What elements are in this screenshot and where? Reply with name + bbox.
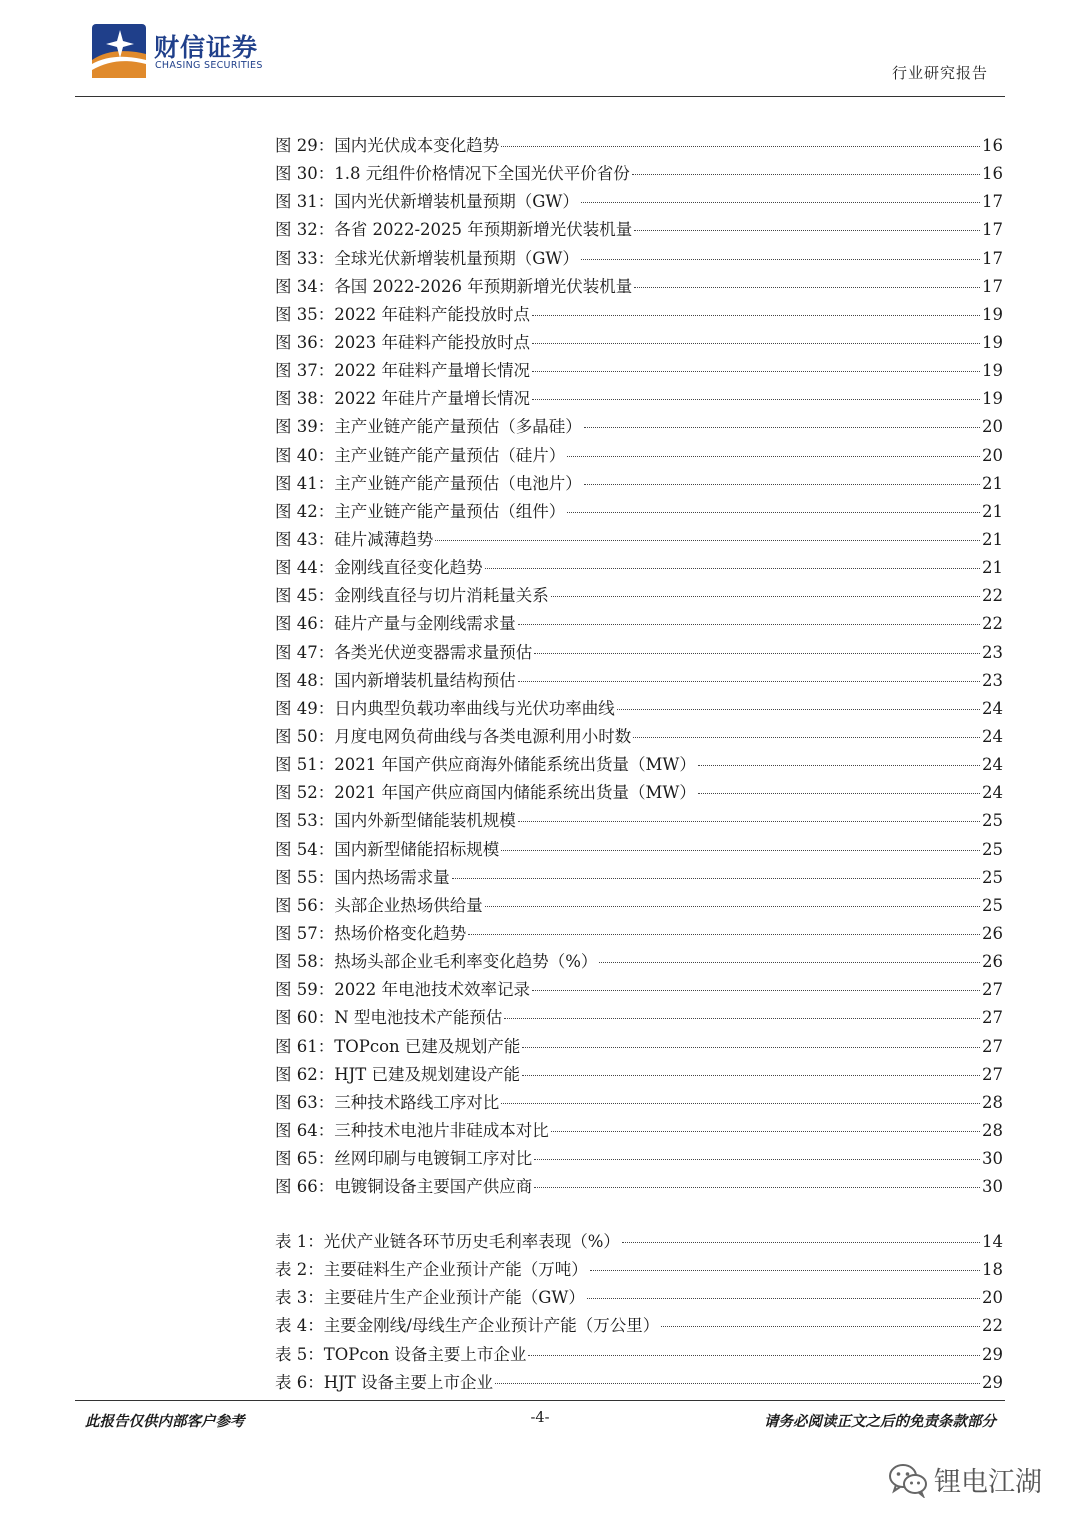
toc-entry[interactable]	[275, 610, 1003, 638]
toc-entry-label: 图 30：1.8 元组件价格情况下全国光伏平价省份	[275, 164, 630, 184]
toc-entry-label: 图 37：2022 年硅料产量增长情况	[275, 361, 530, 381]
toc-entry[interactable]	[275, 132, 1003, 160]
toc-dot-leader	[485, 906, 980, 907]
toc-dot-leader	[518, 681, 980, 682]
toc-entry[interactable]	[275, 413, 1003, 441]
toc-entry[interactable]	[275, 329, 1003, 357]
toc-dot-leader	[518, 821, 980, 822]
toc-entry-page: 20	[982, 445, 1003, 465]
toc-entry-page: 30	[982, 1149, 1003, 1169]
toc-entry-label: 图 61：TOPcon 已建及规划产能	[275, 1036, 521, 1056]
toc-entry-page: 16	[982, 164, 1003, 184]
toc-entry[interactable]	[275, 920, 1003, 948]
toc-entry-label: 图 63：三种技术路线工序对比	[275, 1092, 500, 1112]
toc-entry-page: 17	[982, 276, 1003, 296]
toc-entry-label: 图 46：硅片产量与金刚线需求量	[275, 614, 516, 634]
toc-dot-leader	[632, 174, 980, 175]
toc-dot-leader	[534, 653, 980, 654]
toc-entry-page: 24	[982, 698, 1003, 718]
header-divider	[75, 96, 1005, 97]
toc-dot-leader	[532, 315, 980, 316]
toc-dot-leader	[634, 287, 980, 288]
toc-dot-leader	[532, 990, 980, 991]
figure-list	[275, 132, 1003, 1201]
toc-dot-leader	[698, 793, 980, 794]
toc-entry-page: 26	[982, 923, 1003, 943]
toc-entry-page: 24	[982, 755, 1003, 775]
toc-entry[interactable]	[275, 470, 1003, 498]
toc-dot-leader	[501, 1103, 980, 1104]
toc-entry-label: 图 51：2021 年国产供应商海外储能系统出货量（MW）	[275, 755, 696, 775]
toc-entry-label: 图 53：国内外新型储能装机规模	[275, 811, 516, 831]
toc-dot-leader	[567, 512, 980, 513]
toc-entry-page: 28	[982, 1092, 1003, 1112]
toc-entry-page: 24	[982, 726, 1003, 746]
toc-entry-label: 图 55：国内热场需求量	[275, 867, 450, 887]
toc-entry-page: 26	[982, 952, 1003, 972]
toc-entry[interactable]	[275, 1228, 1003, 1256]
toc-entry-label: 图 45：金刚线直径与切片消耗量关系	[275, 586, 549, 606]
toc-dot-leader	[522, 1047, 980, 1048]
toc-entry[interactable]	[275, 892, 1003, 920]
company-name-cn: 财信证券	[154, 33, 259, 62]
toc-entry-label: 图 66：电镀铜设备主要国产供应商	[275, 1177, 533, 1197]
toc-entry-page: 19	[982, 389, 1003, 409]
toc-entry-page: 25	[982, 839, 1003, 859]
toc-entry-page: 14	[982, 1232, 1003, 1251]
toc-entry[interactable]	[275, 582, 1003, 610]
toc-entry-label: 图 29：国内光伏成本变化趋势	[275, 136, 500, 155]
toc-dot-leader	[551, 1131, 980, 1132]
toc-entry[interactable]	[275, 807, 1003, 835]
toc-entry-page: 23	[982, 670, 1003, 690]
toc-entry[interactable]	[275, 216, 1003, 244]
toc-entry[interactable]	[275, 1173, 1003, 1201]
toc-entry-label: 图 48：国内新增装机量结构预估	[275, 670, 516, 690]
toc-entry-label: 图 62：HJT 已建及规划建设产能	[275, 1064, 520, 1084]
toc-entry-page: 27	[982, 980, 1003, 1000]
toc-dot-leader	[661, 1326, 980, 1327]
toc-entry-label: 图 54：国内新型储能招标规模	[275, 839, 500, 859]
toc-entry[interactable]	[275, 188, 1003, 216]
toc-dot-leader	[599, 962, 980, 963]
toc-entry-label: 图 40：主产业链产能产量预估（硅片）	[275, 445, 566, 465]
toc-entry[interactable]	[275, 526, 1003, 554]
toc-entry[interactable]	[275, 442, 1003, 470]
toc-entry-page: 19	[982, 332, 1003, 352]
toc-entry[interactable]	[275, 498, 1003, 526]
toc-entry-page: 19	[982, 361, 1003, 381]
toc-dot-leader	[581, 259, 980, 260]
toc-entry[interactable]	[275, 1284, 1003, 1312]
toc-entry-page: 29	[982, 1372, 1003, 1392]
toc-entry-page: 17	[982, 248, 1003, 268]
toc-entry[interactable]	[275, 723, 1003, 751]
toc-dot-leader	[534, 1187, 980, 1188]
toc-entry[interactable]	[275, 751, 1003, 779]
toc-dot-leader	[584, 427, 980, 428]
toc-entry-page: 25	[982, 895, 1003, 915]
toc-entry-page: 20	[982, 417, 1003, 437]
toc-entry[interactable]	[275, 1117, 1003, 1145]
toc-entry-page: 19	[982, 304, 1003, 324]
toc-entry[interactable]	[275, 301, 1003, 329]
toc-entry[interactable]	[275, 976, 1003, 1004]
toc-entry-page: 21	[982, 529, 1003, 549]
toc-entry-page: 27	[982, 1008, 1003, 1028]
toc-entry[interactable]	[275, 779, 1003, 807]
toc-entry-label: 图 65：丝网印刷与电镀铜工序对比	[275, 1149, 533, 1169]
toc-dot-leader	[532, 399, 980, 400]
toc-entry-label: 图 41：主产业链产能产量预估（电池片）	[275, 473, 582, 493]
wechat-icon	[888, 1462, 928, 1498]
toc-entry-page: 22	[982, 614, 1003, 634]
toc-entry[interactable]	[275, 245, 1003, 273]
footer-disclaimer-left: 此报告仅供内部客户参考	[85, 1413, 245, 1430]
chasing-logo-icon	[92, 24, 146, 78]
toc-entry[interactable]	[275, 357, 1003, 385]
toc-dot-leader	[622, 1242, 980, 1243]
toc-entry-label: 图 34：各国 2022-2026 年预期新增光伏装机量	[275, 276, 633, 296]
toc-dot-leader	[485, 568, 980, 569]
toc-entry-page: 20	[982, 1288, 1003, 1308]
footer-divider	[75, 1400, 1005, 1401]
toc-dot-leader	[501, 146, 980, 147]
toc-entry-page: 25	[982, 811, 1003, 831]
footer-disclaimer-right: 请务必阅读正文之后的免责条款部分	[764, 1413, 996, 1430]
toc-dot-leader	[452, 878, 980, 879]
toc-dot-leader	[534, 1159, 980, 1160]
toc-entry-label: 表 4：主要金刚线/母线生产企业预计产能（万公里）	[275, 1316, 660, 1336]
toc-entry-label: 图 42：主产业链产能产量预估（组件）	[275, 501, 566, 521]
toc-dot-leader	[528, 1355, 980, 1356]
toc-entry-page: 21	[982, 558, 1003, 578]
toc-entry-label: 表 2：主要硅料生产企业预计产能（万吨）	[275, 1260, 588, 1280]
page-number: -4-	[530, 1410, 550, 1426]
toc-entry-label: 图 39：主产业链产能产量预估（多晶硅）	[275, 417, 582, 437]
toc-entry-label: 图 56：头部企业热场供给量	[275, 895, 483, 915]
toc-dot-leader	[551, 596, 980, 597]
toc-entry-label: 图 38：2022 年硅片产量增长情况	[275, 389, 530, 409]
toc-entry[interactable]	[275, 1089, 1003, 1117]
toc-entry-page: 21	[982, 473, 1003, 493]
toc-entry-label: 表 1：光伏产业链各环节历史毛利率表现（%）	[275, 1232, 620, 1251]
toc-entry-page: 21	[982, 501, 1003, 521]
toc-entry-label: 图 64：三种技术电池片非硅成本对比	[275, 1120, 549, 1140]
toc-dot-leader	[590, 1270, 980, 1271]
toc-entry[interactable]	[275, 1369, 1003, 1397]
toc-dot-leader	[504, 1018, 980, 1019]
toc-dot-leader	[468, 934, 980, 935]
toc-dot-leader	[617, 709, 980, 710]
watermark-text: 锂电江湖	[934, 1467, 1042, 1498]
toc-entry-page: 17	[982, 220, 1003, 240]
toc-entry-page: 24	[982, 783, 1003, 803]
toc-entry-label: 表 5：TOPcon 设备主要上市企业	[275, 1344, 527, 1364]
toc-entry-label: 图 58：热场头部企业毛利率变化趋势（%）	[275, 952, 598, 972]
toc-entry-label: 表 3：主要硅片生产企业预计产能（GW）	[275, 1288, 585, 1308]
company-logo	[92, 24, 282, 78]
toc-dot-leader	[522, 1075, 980, 1076]
toc-dot-leader	[567, 456, 980, 457]
toc-entry-label: 图 35：2022 年硅料产能投放时点	[275, 304, 530, 324]
toc-entry-label: 图 59：2022 年电池技术效率记录	[275, 980, 530, 1000]
toc-entry-label: 表 6：HJT 设备主要上市企业	[275, 1372, 493, 1392]
toc-entry[interactable]	[275, 273, 1003, 301]
toc-entry-page: 17	[982, 192, 1003, 212]
toc-entry[interactable]	[275, 1312, 1003, 1340]
toc-dot-leader	[584, 484, 980, 485]
toc-dot-leader	[532, 343, 980, 344]
toc-dot-leader	[532, 371, 980, 372]
toc-entry-label: 图 31：国内光伏新增装机量预期（GW）	[275, 192, 579, 212]
toc-dot-leader	[435, 540, 980, 541]
toc-entry-page: 23	[982, 642, 1003, 662]
toc-entry-label: 图 44：金刚线直径变化趋势	[275, 558, 483, 578]
toc-dot-leader	[518, 624, 980, 625]
toc-dot-leader	[698, 765, 980, 766]
toc-entry-label: 图 47：各类光伏逆变器需求量预估	[275, 642, 533, 662]
toc-dot-leader	[634, 230, 980, 231]
toc-entry[interactable]	[275, 1145, 1003, 1173]
toc-entry[interactable]	[275, 1341, 1003, 1369]
toc-entry[interactable]	[275, 864, 1003, 892]
toc-entry-label: 图 32：各省 2022-2025 年预期新增光伏装机量	[275, 220, 633, 240]
toc-entry[interactable]	[275, 1004, 1003, 1032]
toc-entry-label: 图 57：热场价格变化趋势	[275, 923, 467, 943]
toc-entry-page: 22	[982, 586, 1003, 606]
toc-entry-page: 29	[982, 1344, 1003, 1364]
toc-entry-label: 图 43：硅片减薄趋势	[275, 529, 434, 549]
toc-entry[interactable]	[275, 667, 1003, 695]
toc-entry-page: 25	[982, 867, 1003, 887]
toc-entry[interactable]	[275, 836, 1003, 864]
toc-dot-leader	[495, 1383, 980, 1384]
toc-entry-page: 30	[982, 1177, 1003, 1197]
toc-dot-leader	[581, 202, 980, 203]
toc-entry-page: 27	[982, 1064, 1003, 1084]
toc-entry[interactable]	[275, 1033, 1003, 1061]
toc-entry-page: 28	[982, 1120, 1003, 1140]
toc-entry-label: 图 36：2023 年硅料产能投放时点	[275, 332, 530, 352]
toc-entry[interactable]	[275, 160, 1003, 188]
report-type: 行业研究报告	[891, 64, 988, 82]
toc-entry[interactable]	[275, 554, 1003, 582]
toc-entry-page: 27	[982, 1036, 1003, 1056]
toc-entry[interactable]	[275, 1061, 1003, 1089]
toc-entry-page: 16	[982, 136, 1003, 155]
toc-entry-label: 图 52：2021 年国产供应商国内储能系统出货量（MW）	[275, 783, 696, 803]
toc-entry[interactable]	[275, 695, 1003, 723]
toc-entry[interactable]	[275, 639, 1003, 667]
toc-entry-label: 图 60：N 型电池技术产能预估	[275, 1008, 503, 1028]
toc-dot-leader	[633, 737, 980, 738]
toc-entry[interactable]	[275, 1256, 1003, 1284]
toc-dot-leader	[501, 850, 980, 851]
toc-dot-leader	[587, 1298, 980, 1299]
toc-entry-page: 18	[982, 1260, 1003, 1280]
toc-entry-label: 图 33：全球光伏新增装机量预期（GW）	[275, 248, 579, 268]
toc-entry-label: 图 50：月度电网负荷曲线与各类电源利用小时数	[275, 726, 632, 746]
table-list	[275, 1228, 1003, 1397]
toc-entry[interactable]	[275, 948, 1003, 976]
toc-entry-label: 图 49：日内典型负载功率曲线与光伏功率曲线	[275, 698, 615, 718]
toc-entry[interactable]	[275, 385, 1003, 413]
company-name-en: CHASING SECURITIES	[155, 60, 263, 71]
toc-entry-page: 22	[982, 1316, 1003, 1336]
